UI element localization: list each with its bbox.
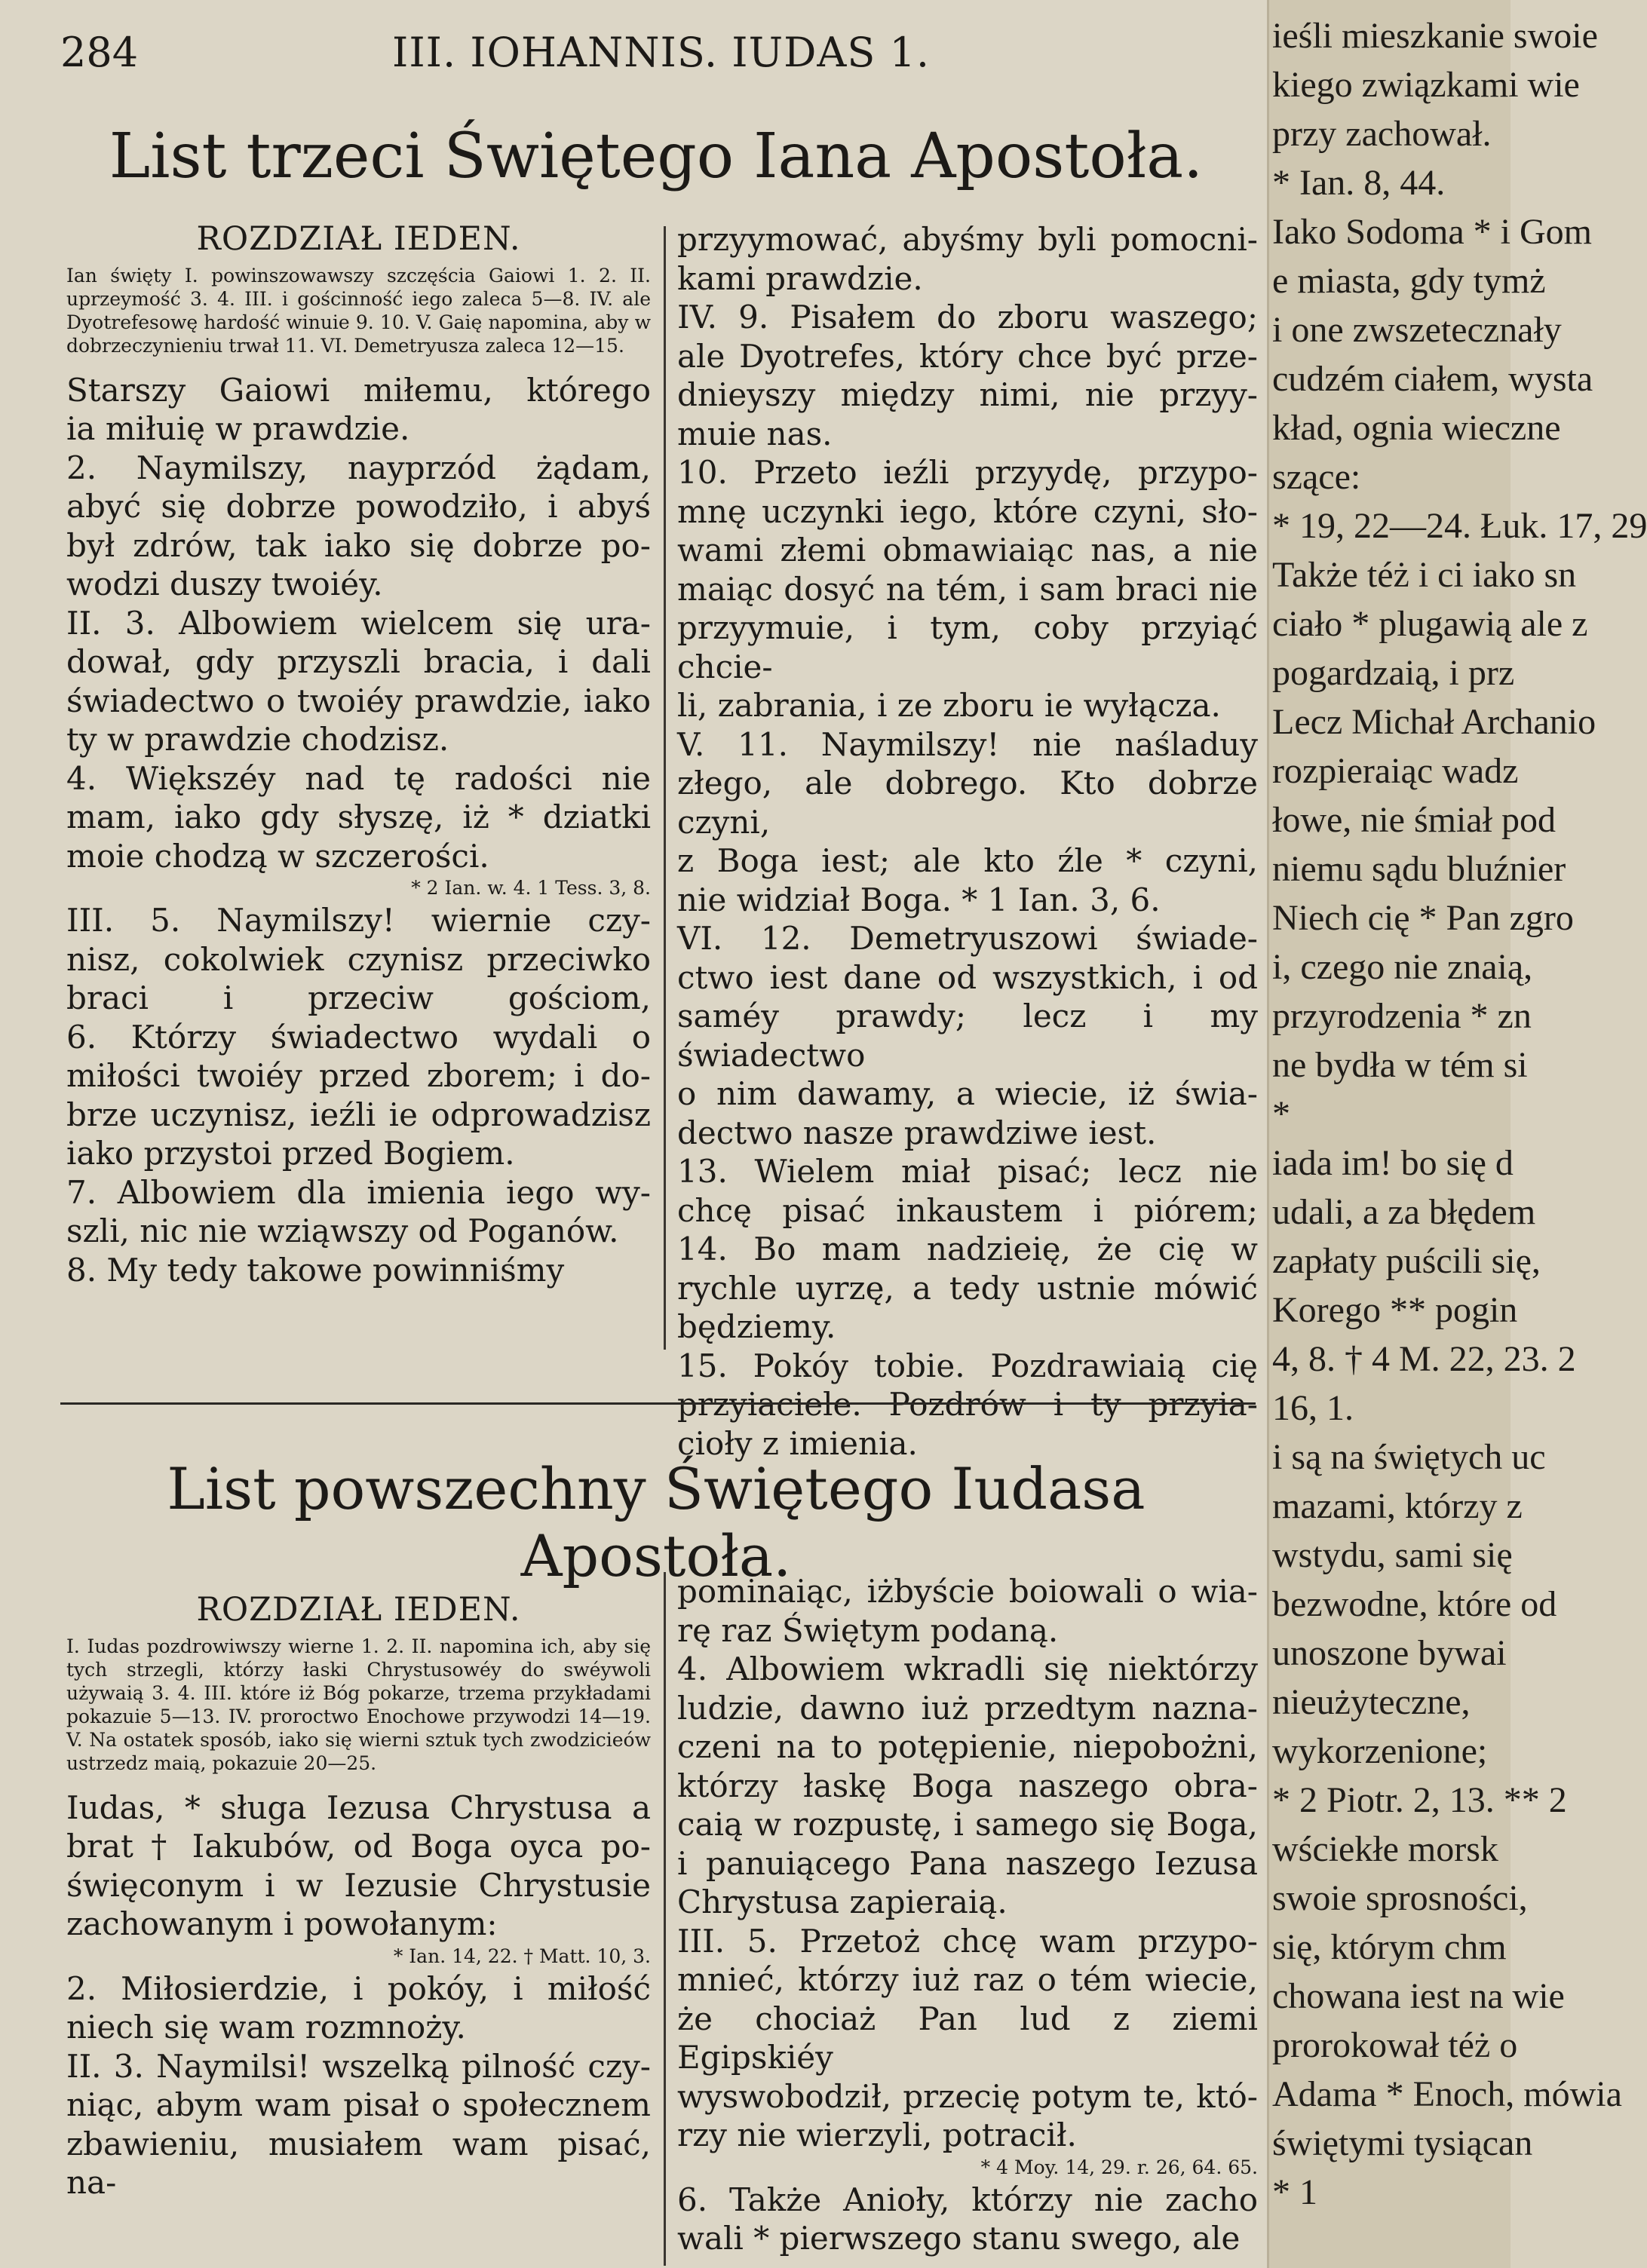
verse-line: wodzi duszy twoiéy.	[66, 565, 383, 602]
verse-line: dectwo nasze prawdziwe iest.	[677, 1114, 1157, 1151]
verse-line: szli, nic nie wziąwszy od Poganów.	[66, 1212, 619, 1249]
bleed-line: wściekłe morsk	[1272, 1829, 1498, 1869]
verse-line: Iudas, * sługa Iezusa Chrystusa a	[66, 1788, 651, 1826]
letter2-right-text	[677, 1572, 1258, 2155]
letter2-right-text-2	[677, 2181, 1258, 2258]
verse-line: zbawieniu, musiałem wam pisać, na-	[66, 2125, 651, 2201]
verse-line: 4. Albowiem wkradli się niektórzy	[677, 1650, 1258, 1687]
verse-line: niech się wam rozmnoży.	[66, 2009, 466, 2046]
letter2-left-footnote: * Ian. 14, 22. † Matt. 10, 3.	[393, 1945, 651, 1967]
verse-line: mnieć, którzy iuż raz o tém wiecie,	[677, 1961, 1258, 1998]
verse-line: Starszy Gaiowi miłemu, którego	[66, 371, 651, 409]
verse-line: brat † Iakubów, od Boga oyca po-	[66, 1828, 651, 1865]
verse-line: saméy prawdy; lecz i my świadectwo	[677, 998, 1258, 1074]
verse-line: 13. Wielem miał pisać; lecz nie	[677, 1153, 1258, 1190]
verse-line: rzy nie wierzyli, potracił.	[677, 2116, 1077, 2153]
bleed-line: ieśli mieszkanie swoie	[1272, 16, 1598, 56]
letter1-title: List trzeci Świętego Iana Apostoła.	[109, 121, 1204, 192]
letter2-right-footnote: * 4 Moy. 14, 29. r. 26, 64. 65.	[980, 2156, 1258, 2178]
bleed-line: się, którym chm	[1272, 1927, 1507, 1967]
bleed-line: i, czego nie znaią,	[1272, 947, 1533, 987]
verse-line: 14. Bo mam nadzieię, że cię w	[677, 1231, 1258, 1267]
verse-line: ctwo iest dane od wszystkich, i od	[677, 958, 1258, 996]
bleed-line: łowe, nie śmiał pod	[1272, 800, 1556, 840]
bleed-line: Niech cię * Pan zgro	[1272, 898, 1574, 938]
verse-line: wami złemi obmawiaiąc nas, a nie	[677, 532, 1258, 569]
verse-line: niąc, abym wam pisał o społecznem	[66, 2086, 651, 2123]
verse-line: moie chodzą w szczerości.	[66, 837, 489, 875]
verse-line: kami prawdzie.	[677, 259, 923, 297]
bleed-line: swoie sprosności,	[1272, 1878, 1528, 1918]
verse-line: pominaiąc, iżbyście boiowali o wia-	[677, 1573, 1258, 1610]
letter1-right-column	[677, 220, 1258, 1463]
bleed-line: Adama * Enoch, mówia	[1272, 2074, 1622, 2114]
verse-line: abyć się dobrze powodziło, i abyś	[66, 488, 651, 525]
bleed-line: Lecz Michał Archanio	[1272, 702, 1596, 742]
bleed-line: ne bydła w tém si	[1272, 1045, 1528, 1085]
letter1-left-text	[66, 371, 651, 876]
verse-line: czeni na to potępienie, niepobożni,	[677, 1728, 1258, 1765]
letter2-right-column	[677, 1572, 1258, 2258]
verse-line: rychle uyrzę, a tedy ustnie mówić	[677, 1269, 1258, 1307]
verse-line: VI. 12. Demetryuszowi świade-	[677, 920, 1258, 957]
verse-line: 15. Pokóy tobie. Pozdrawiaią cię	[677, 1347, 1258, 1384]
bleed-line: wykorzenione;	[1272, 1731, 1488, 1771]
verse-line: caią w rozpustę, i samego się Boga,	[677, 1806, 1258, 1843]
bleed-line: kład, ognia wieczne	[1272, 408, 1561, 448]
verse-line: przyiaciele. Pozdrów i ty przyia-	[677, 1386, 1258, 1423]
bleed-line: bezwodne, które od	[1272, 1584, 1557, 1624]
verse-line: przyymuie, i tym, coby przyiąć chcie-	[677, 609, 1258, 685]
verse-line: przyymować, abyśmy byli pomocni-	[677, 221, 1258, 258]
bleed-line: niemu sądu bluźnier	[1272, 849, 1566, 889]
running-title: III. IOHANNIS. IUDAS 1.	[392, 29, 931, 76]
verse-line: IV. 9. Pisałem do zboru waszego;	[677, 299, 1258, 336]
verse-line: 10. Przeto ieźli przyydę, przypo-	[677, 454, 1258, 491]
bleed-line: chowana iest na wie	[1272, 1976, 1565, 2016]
verse-line: li, zabrania, i ze zboru ie wyłącza.	[677, 687, 1221, 724]
letter1-left-text-2	[66, 901, 651, 1289]
bleed-line: Iako Sodoma * i Gom	[1272, 212, 1592, 252]
column-divider-1	[664, 226, 666, 1350]
letter1-chapter-heading: ROZDZIAŁ IEDEN.	[196, 220, 521, 258]
letter2-chapter-heading: ROZDZIAŁ IEDEN.	[196, 1591, 521, 1629]
verse-line: dnieyszy między nimi, nie przyy-	[677, 376, 1258, 413]
letter1-left-footnote: * 2 Ian. w. 4. 1 Tess. 3, 8.	[411, 877, 651, 899]
verse-line: Chrystusa zapieraią.	[677, 1883, 1008, 1920]
verse-line: III. 5. Przetoż chcę wam przypo-	[677, 1922, 1258, 1960]
verse-line: wali * pierwszego stanu swego, ale	[677, 2220, 1241, 2257]
verse-line: V. 11. Naymilszy! nie naśladuy	[677, 725, 1258, 763]
verse-line: iako przystoi przed Bogiem.	[66, 1135, 515, 1172]
verse-line: 6. Którzy świadectwo wydali o	[66, 1018, 651, 1056]
bleed-line: i one zwszetecznały	[1272, 310, 1562, 350]
bleed-line: *	[1272, 1094, 1290, 1134]
bleed-line: Także téż i ci iako sn	[1272, 555, 1577, 595]
verse-line: mam, iako gdy słyszę, iż * dziatki	[66, 798, 651, 835]
verse-line: cioły z imienia.	[677, 1424, 918, 1462]
verse-line: i panuiącego Pana naszego Iezusa	[677, 1844, 1258, 1882]
verse-line: rę raz Świętym podaną.	[677, 1611, 1059, 1649]
verse-line: 8. My tedy takowe powinniśmy	[66, 1251, 565, 1289]
bleed-line: rozpieraiąc wadz	[1272, 751, 1519, 791]
verse-line: miłości twoiéy przed zborem; i do-	[66, 1057, 651, 1094]
bleed-line: Korego ** pogin	[1272, 1290, 1518, 1330]
bleed-line: * 19, 22—24. Łuk. 17, 29	[1272, 506, 1647, 546]
letter1-left-column	[66, 220, 651, 1289]
verse-line: maiąc dosyć na tém, i sam braci nie	[677, 570, 1258, 608]
bleed-line: mazami, którzy z	[1272, 1486, 1523, 1526]
verse-line: chcę pisać inkaustem i piórem;	[677, 1191, 1258, 1229]
running-header	[60, 29, 1252, 89]
verse-line: będziemy.	[677, 1308, 836, 1345]
verse-line: braci i przeciw gościom,	[66, 979, 651, 1016]
letter2-left-text	[66, 1788, 651, 1944]
column-divider-2	[664, 1572, 666, 2266]
bleed-line: * 2 Piotr. 2, 13. ** 2	[1272, 1780, 1567, 1820]
verse-line: ludzie, dawno iuż przedtym nazna-	[677, 1689, 1258, 1727]
bleed-line: 16, 1.	[1272, 1388, 1354, 1428]
bleed-line: przyrodzenia * zn	[1272, 996, 1532, 1036]
verse-line: muie nas.	[677, 415, 833, 452]
page-number: 284	[60, 29, 139, 76]
verse-line: 2. Naymilszy, nayprzód żądam,	[66, 449, 651, 486]
verse-line: zachowanym i powołanym:	[66, 1905, 498, 1942]
verse-line: ia miłuię w prawdzie.	[66, 410, 410, 447]
verse-line: 4. Większéy nad tę radości nie	[66, 759, 651, 797]
verse-line: był zdrów, tak iako się dobrze po-	[66, 526, 651, 564]
adjacent-page-bleed	[1267, 0, 1647, 2268]
verse-line: dował, gdy przyszli bracia, i dali	[66, 643, 651, 680]
bleed-line: pogardzaią, i prz	[1272, 653, 1515, 693]
letter1-chapter-summary: Ian święty I. powinszowawszy szczęścia Gaiowi 1. 2. II. uprzeymość 3. 4. III. i gościnność iego zaleca 5—8. IV. ale Dyotrefesowę hardość winuie 9. 10. V. Gaię napomina, aby w dobrzeczynieniu trwał 11. VI. Demetryusza zaleca 12—15.	[66, 264, 651, 357]
section-rule	[60, 1402, 1256, 1405]
verse-line: nie widział Boga. * 1 Ian. 3, 6.	[677, 881, 1161, 918]
bleed-line: nieużyteczne,	[1272, 1682, 1471, 1722]
verse-line: z Boga iest; ale kto źle * czyni,	[677, 842, 1258, 879]
verse-line: brze uczynisz, ieźli ie odprowadzisz	[66, 1096, 651, 1133]
verse-line: ty w prawdzie chodzisz.	[66, 721, 449, 758]
verse-line: ale Dyotrefes, który chce być prze-	[677, 337, 1258, 375]
verse-line: mnę uczynki iego, które czyni, sło-	[677, 492, 1258, 530]
bleed-line: wstydu, sami się	[1272, 1535, 1513, 1575]
verse-line: II. 3. Naymilsi! wszelką pilność czy-	[66, 2047, 651, 2085]
verse-line: o nim dawamy, a wiecie, iż świa-	[677, 1075, 1258, 1112]
bleed-line: szące:	[1272, 457, 1361, 497]
bleed-line: * 1	[1272, 2172, 1317, 2212]
bleed-line: prorokował téż o	[1272, 2025, 1518, 2065]
bleed-line: iada im! bo się d	[1272, 1143, 1514, 1183]
bleed-line: udali, a za błędem	[1272, 1192, 1536, 1232]
verse-line: którzy łaskę Boga naszego obra-	[677, 1767, 1258, 1804]
bleed-line: cudzém ciałem, wysta	[1272, 359, 1593, 399]
verse-line: III. 5. Naymilszy! wiernie czy-	[66, 902, 651, 939]
bleed-line: 4, 8. † 4 M. 22, 23. 2	[1272, 1339, 1576, 1379]
letter2-left-column	[66, 1591, 651, 2202]
bleed-line: zapłaty puścili się,	[1272, 1241, 1541, 1281]
bleed-line: kiego związkami wie	[1272, 65, 1580, 105]
verse-line: że chociaż Pan lud z ziemi Egipskiéy	[677, 2000, 1258, 2076]
bleed-line: przy zachował.	[1272, 114, 1492, 154]
bleed-line: świętymi tysiącan	[1272, 2123, 1533, 2163]
letter2-chapter-summary: I. Iudas pozdrowiwszy wierne 1. 2. II. napomina ich, aby się tych strzegli, którzy łaski Chrystusowéy do swéywoli używaią 3. 4. III. które iż Bóg pokarze, trzema przykładami pokazuie 5—13. IV. proroctwo Enochowe przywodzi 14—19. V. Na ostatek sposób, iako się wierni sztuk tych zwodzicieów ustrzedz maią, pokazuie 20—25.	[66, 1635, 651, 1774]
letter2-left-text-2	[66, 1969, 651, 2202]
bleed-line: e miasta, gdy tymż	[1272, 261, 1546, 301]
letter2-title: List powszechny Świętego Iudasa Apostoła.	[167, 1455, 1146, 1589]
verse-line: złego, ale dobrego. Kto dobrze czyni,	[677, 765, 1258, 841]
verse-line: wyswobodził, przecię potym te, któ-	[677, 2077, 1258, 2115]
bleed-line: unoszone bywai	[1272, 1633, 1507, 1673]
verse-line: 2. Miłosierdzie, i pokóy, i miłość	[66, 1969, 651, 2007]
verse-line: święconym i w Iezusie Chrystusie	[66, 1866, 651, 1904]
verse-line: nisz, cokolwiek czynisz przeciwko	[66, 940, 651, 978]
verse-line: 6. Także Anioły, którzy nie zacho	[677, 2181, 1258, 2218]
verse-line: świadectwo o twoiéy prawdzie, iako	[66, 682, 651, 719]
verse-line: 7. Albowiem dla imienia iego wy-	[66, 1173, 651, 1211]
bleed-line: ciało * plugawią ale z	[1272, 604, 1588, 644]
verse-line: II. 3. Albowiem wielcem się ura-	[66, 604, 651, 642]
bleed-line: i są na świętych uc	[1272, 1437, 1546, 1477]
bleed-line: * Ian. 8, 44.	[1272, 163, 1446, 203]
